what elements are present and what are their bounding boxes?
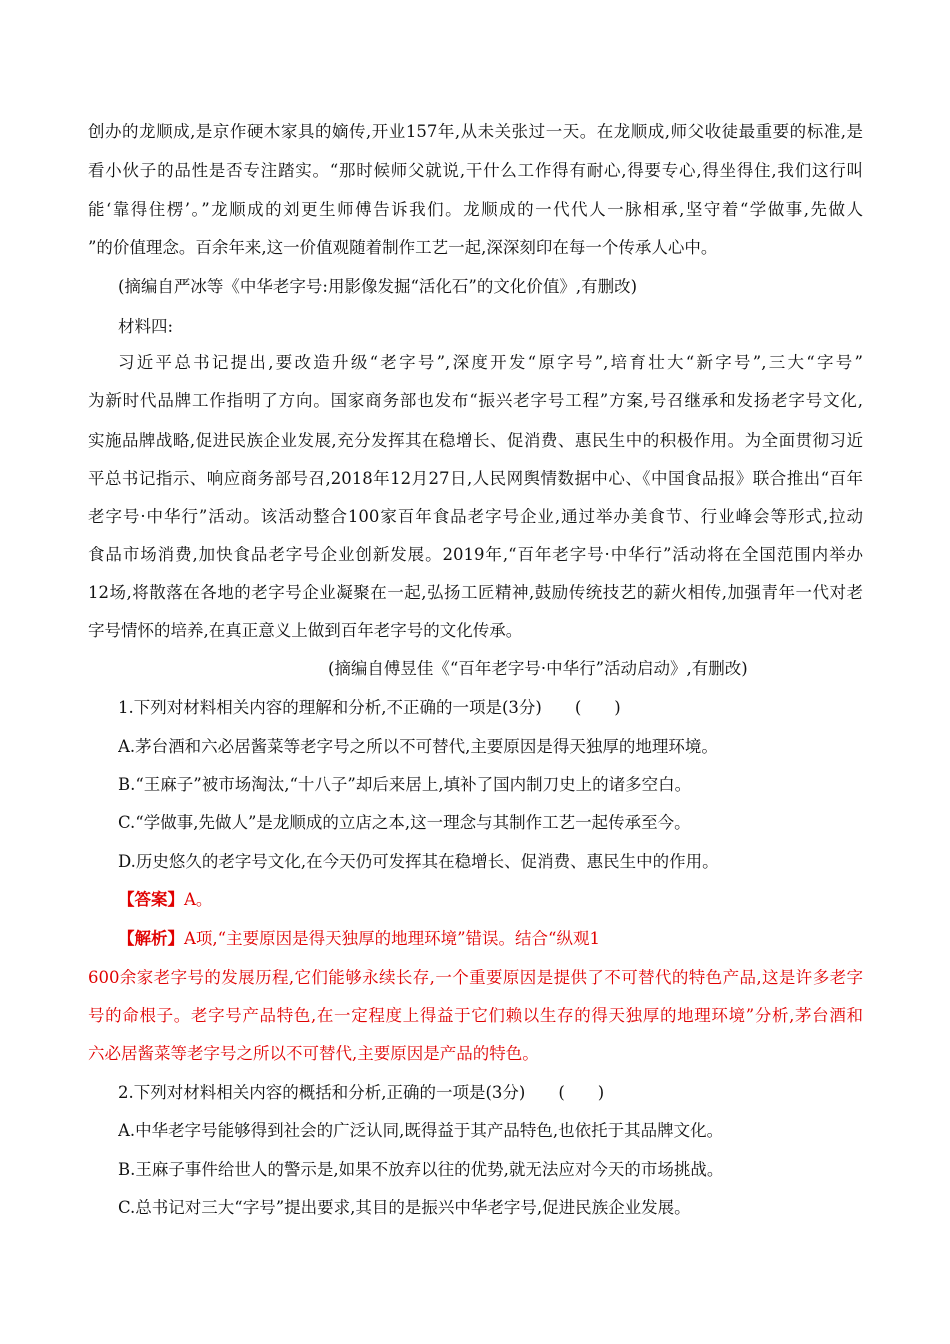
- question-2-option-b: B.王麻子事件给世人的警示是,如果不放弃以往的优势,就无法应对今天的市场挑战。: [118, 1160, 724, 1179]
- question-1: 1.下列对材料相关内容的理解和分析,不正确的一项是(3分) ( ): [118, 698, 621, 717]
- paragraph-line: 创办的龙顺成,是京作硬木家具的嫡传,开业157年,从未关张过一天。在龙顺成,师父收徒最重要的标准,是: [88, 122, 863, 141]
- question-2: 2.下列对材料相关内容的概括和分析,正确的一项是(3分) ( ): [118, 1083, 605, 1102]
- explanation-label: 【解析】: [118, 929, 184, 948]
- section-heading: 材料四:: [118, 317, 174, 336]
- explanation-line: 号的命根子。老字号产品特色,在一定程度上得益于它们赖以生存的得天独厚的地理环境”分析,茅台酒和: [88, 1006, 863, 1025]
- question-2-option-a: A.中华老字号能够得到社会的广泛认同,既得益于其产品特色,也依托于其品牌文化。: [118, 1121, 724, 1140]
- question-1-option-c: C.“学做事,先做人”是龙顺成的立店之本,这一理念与其制作工艺一起传承至今。: [118, 813, 691, 832]
- paragraph-line: 老字号·中华行”活动。该活动整合100家百年食品老字号企业,通过举办美食节、行业峰会等形式,拉动: [88, 507, 863, 526]
- paragraph-line: 字号情怀的培养,在真正意义上做到百年老字号的文化传承。: [88, 621, 523, 640]
- paragraph-line: 习近平总书记提出,要改造升级“老字号”,深度开发“原字号”,培育壮大“新字号”,三大“字号”: [118, 353, 863, 372]
- question-2-option-c: C.总书记对三大“字号”提出要求,其目的是振兴中华老字号,促进民族企业发展。: [118, 1198, 691, 1217]
- answer-label: 【答案】: [118, 890, 184, 909]
- question-1-option-b: B.“王麻子”被市场淘汰,“十八子”却后来居上,填补了国内制刀史上的诸多空白。: [118, 775, 692, 794]
- paragraph-line: 为新时代品牌工作指明了方向。国家商务部也发布“振兴老字号工程”方案,号召继承和发扬老字号文化,: [88, 391, 863, 410]
- paragraph-line: 12场,将散落在各地的老字号企业凝聚在一起,弘扬工匠精神,鼓励传统技艺的薪火相传,加强青年一代对老: [88, 583, 863, 602]
- explanation-line: 600余家老字号的发展历程,它们能够永续长存,一个重要原因是提供了不可替代的特色产品,这是许多老字: [88, 968, 863, 987]
- paragraph-line: 平总书记指示、响应商务部号召,2018年12月27日,人民网舆情数据中心、《中国食品报》联合推出“百年: [88, 469, 863, 488]
- answer-value: A。: [184, 890, 213, 909]
- paragraph-line: 能‘靠得住楞’。”龙顺成的刘更生师傅告诉我们。龙顺成的一代代人一脉相承,坚守着“学做事,先做人: [88, 200, 863, 219]
- source-citation: (摘编自傅昱佳《“百年老字号·中华行”活动启动》,有删改): [328, 659, 748, 678]
- question-1-option-d: D.历史悠久的老字号文化,在今天仍可发挥其在稳增长、促消费、惠民生中的作用。: [118, 852, 719, 871]
- paragraph-line: 食品市场消费,加快食品老字号企业创新发展。2019年,“百年老字号·中华行”活动将在全国范围内举办: [88, 545, 863, 564]
- paragraph-line: 实施品牌战略,促进民族企业发展,充分发挥其在稳增长、促消费、惠民生中的积极作用。为全面贯彻习近: [88, 431, 863, 450]
- explanation-text: A项,“主要原因是得天独厚的地理环境”错误。结合“纵观1: [184, 929, 600, 948]
- source-citation: (摘编自严冰等《中华老字号:用影像发掘“活化石”的文化价值》,有删改): [118, 277, 638, 296]
- paragraph-line: ”的价值理念。百余年来,这一价值观随着制作工艺一起,深深刻印在每一个传承人心中。: [88, 238, 718, 257]
- question-1-option-a: A.茅台酒和六必居酱菜等老字号之所以不可替代,主要原因是得天独厚的地理环境。: [118, 737, 718, 756]
- explanation-line: [118, 928, 863, 950]
- explanation-line: 六必居酱菜等老字号之所以不可替代,主要原因是产品的特色。: [88, 1044, 539, 1063]
- paragraph-line: 看小伙子的品性是否专注踏实。“那时候师父就说,干什么工作得有耐心,得要专心,得坐得住,我们这行叫: [88, 161, 863, 180]
- answer-line: [118, 889, 863, 911]
